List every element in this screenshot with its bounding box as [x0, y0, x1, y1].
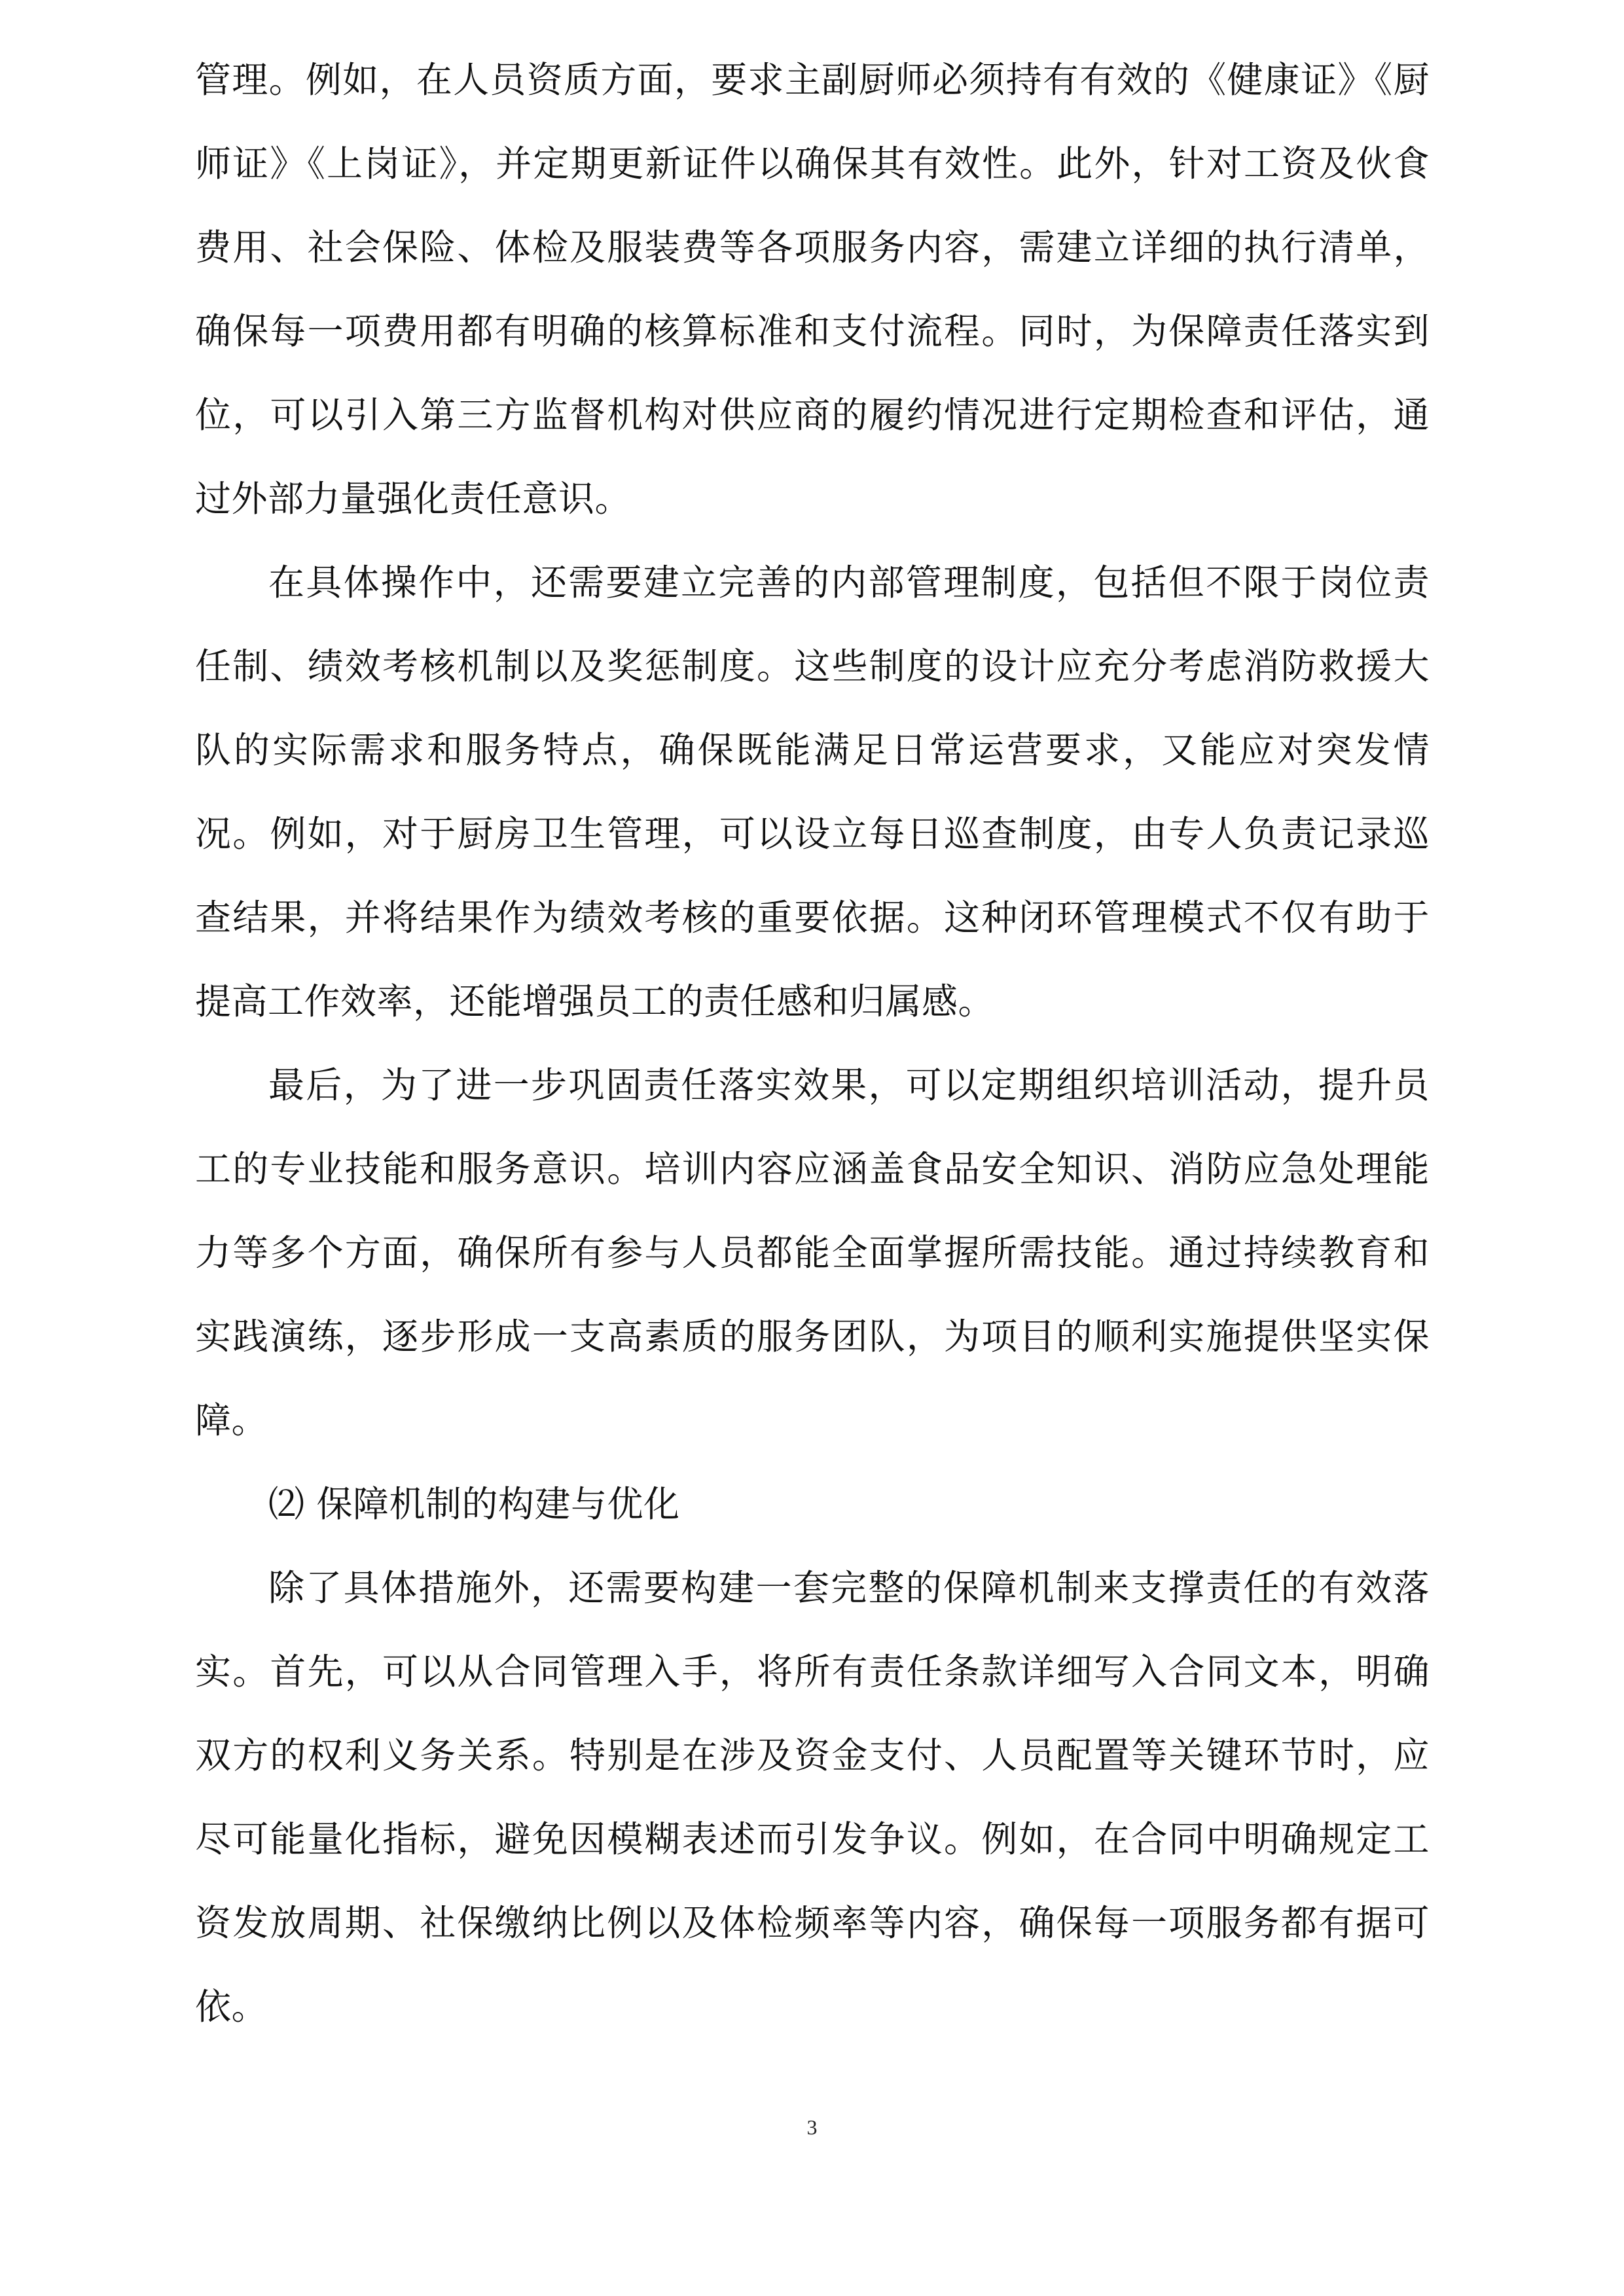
paragraph-1: 管理。例如，在人员资质方面，要求主副厨师必须持有有效的《健康证》《厨师证》《上岗证》，并定期更新证件以确保其有效性。此外，针对工资及伙食费用、社会保险、体检及服装费等各项服务内容，需建立详细的执行清单，确保每一项费用都有明确的核算标准和支付流程。同时，为保障责任落实到位，可以引入第三方监督机构对供应商的履约情况进行定期检查和评估，通过外部力量强化责任意识。 — [195, 59, 1430, 520]
paragraph-2: 在具体操作中，还需要建立完善的内部管理制度，包括但不限于岗位责任制、绩效考核机制以及奖惩制度。这些制度的设计应充分考虑消防救援大队的实际需求和服务特点，确保既能满足日常运营要求，又能应对突发情况。例如，对于厨房卫生管理，可以设立每日巡查制度，由专人负责记录巡查结果，并将结果作为绩效考核的重要依据。这种闭环管理模式不仅有助于提高工作效率，还能增强员工的责任感和归属感。 — [195, 562, 1430, 1022]
paragraph-3: 最后，为了进一步巩固责任落实效果，可以定期组织培训活动，提升员工的专业技能和服务意识。培训内容应涵盖食品安全知识、消防应急处理能力等多个方面，确保所有参与人员都能全面掌握所需技能。通过持续教育和实践演练，逐步形成一支高素质的服务团队，为项目的顺利实施提供坚实保障。 — [195, 1064, 1430, 1441]
page-body — [195, 38, 1430, 2049]
section-heading: ⑵ 保障机制的构建与优化 — [268, 1483, 680, 1525]
paragraph-4: 除了具体措施外，还需要构建一套完整的保障机制来支撑责任的有效落实。首先，可以从合同管理入手，将所有责任条款详细写入合同文本，明确双方的权利义务关系。特别是在涉及资金支付、人员配置等关键环节时，应尽可能量化指标，避免因模糊表述而引发争议。例如，在合同中明确规定工资发放周期、社保缴纳比例以及体检频率等内容，确保每一项服务都有据可依。 — [195, 1567, 1430, 2028]
page-number: 3 — [806, 2115, 818, 2139]
